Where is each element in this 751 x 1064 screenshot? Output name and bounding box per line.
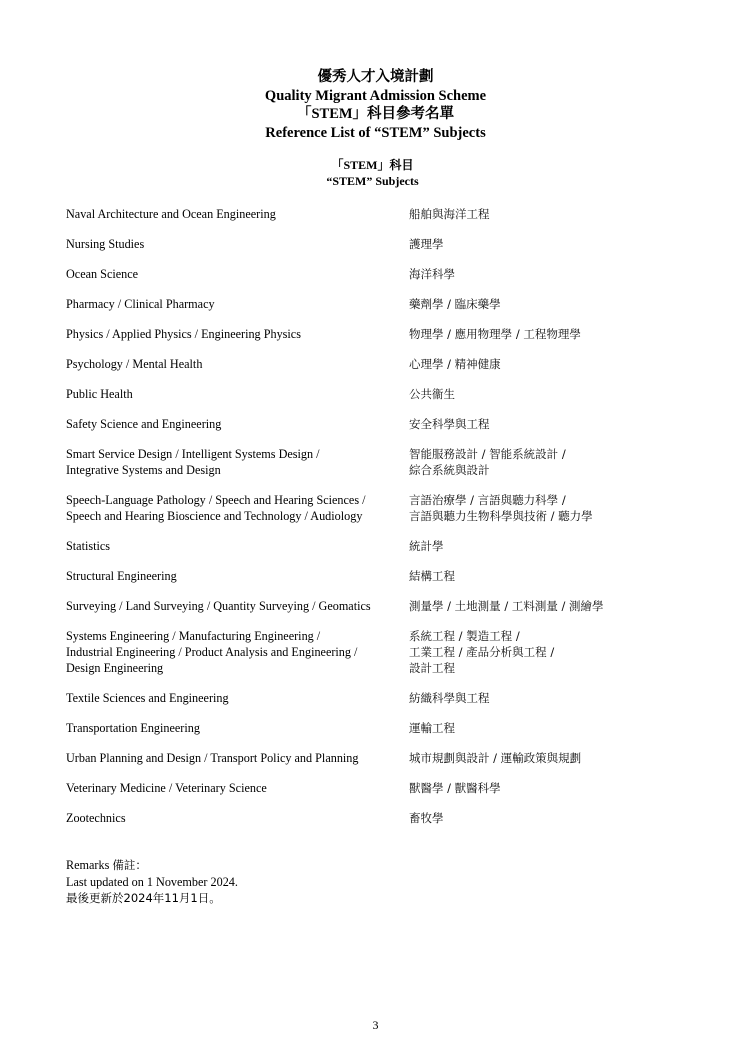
subject-name-zh: 藥劑學 / 臨床藥學 [409, 297, 501, 311]
subject-row [66, 356, 686, 372]
subject-name-zh: 公共衞生 [409, 387, 455, 401]
subject-row [66, 780, 686, 796]
subject-name-en: Urban Planning and Design / Transport Policy and Planning [66, 751, 359, 765]
subject-name-zh: 心理學 / 精神健康 [409, 357, 501, 371]
section-title-en: “STEM” Subjects [326, 173, 419, 188]
section-title-zh: 「STEM」科目 [331, 158, 414, 172]
subject-name-en: Nursing Studies [66, 237, 145, 251]
subject-row [66, 236, 686, 252]
remarks [66, 857, 238, 907]
updated-en: Last updated on 1 November 2024. [66, 874, 238, 889]
subject-name-en: Statistics [66, 539, 111, 553]
subject-row [66, 326, 686, 342]
subject-row [66, 810, 686, 826]
subject-name-zh: 護理學 [409, 237, 444, 251]
subject-name-zh: 運輸工程 [409, 721, 455, 735]
subject-name-en: Physics / Applied Physics / Engineering Physics [66, 327, 301, 341]
subject-row [66, 628, 686, 676]
subject-name-zh: 智能服務設計 / 智能系統設計 / 綜合系統與設計 [409, 447, 566, 477]
subject-row [66, 538, 686, 554]
subject-name-en: Naval Architecture and Ocean Engineering [66, 207, 276, 221]
subject-name-zh: 城市規劃與設計 / 運輸政策與規劃 [409, 751, 582, 765]
subject-row [66, 206, 686, 222]
subject-name-zh: 結構工程 [409, 569, 455, 583]
subject-name-en: Veterinary Medicine / Veterinary Science [66, 781, 267, 795]
subject-name-en: Textile Sciences and Engineering [66, 691, 229, 705]
section-header [0, 158, 745, 189]
subject-row [66, 386, 686, 402]
document-header [0, 68, 751, 142]
subject-name-en: Surveying / Land Surveying / Quantity Surveying / Geomatics [66, 599, 371, 613]
subject-name-zh: 安全科學與工程 [409, 417, 490, 431]
subject-name-en: Public Health [66, 387, 133, 401]
subject-row [66, 492, 686, 524]
subject-name-en: Speech-Language Pathology / Speech and Hearing Sciences / Speech and Hearing Bioscience and Technology / Audiology [66, 493, 366, 523]
updated-zh: 最後更新於2024年11月1日。 [66, 891, 221, 905]
remarks-label-line [66, 857, 238, 874]
subject-name-en: Psychology / Mental Health [66, 357, 203, 371]
subject-name-en: Transportation Engineering [66, 721, 200, 735]
subject-name-zh: 言語治療學 / 言語與聽力科學 / 言語與聽力生物科學與技術 / 聽力學 [409, 493, 593, 523]
remarks-label-zh: 備註： [112, 858, 147, 872]
subject-name-en: Ocean Science [66, 267, 139, 281]
subject-name-zh: 船舶與海洋工程 [409, 207, 490, 221]
subject-row [66, 750, 686, 766]
subject-name-en: Structural Engineering [66, 569, 177, 583]
subject-row [66, 266, 686, 282]
subject-row [66, 598, 686, 614]
subject-name-en: Systems Engineering / Manufacturing Engineering / Industrial Engineering / Product Analysis and Engineering / Design Engineering [66, 629, 358, 675]
list-title-zh: 「STEM」科目參考名單 [296, 106, 455, 122]
subject-list [66, 206, 686, 840]
subject-name-zh: 海洋科學 [409, 267, 455, 281]
subject-row [66, 690, 686, 706]
subject-row [66, 568, 686, 584]
subject-name-zh: 系統工程 / 製造工程 / 工業工程 / 產品分析與工程 / 設計工程 [409, 629, 555, 675]
subject-row [66, 720, 686, 736]
subject-name-en: Smart Service Design / Intelligent Systems Design / Integrative Systems and Design [66, 447, 320, 477]
subject-row [66, 416, 686, 432]
subject-name-en: Safety Science and Engineering [66, 417, 222, 431]
subject-name-zh: 畜牧學 [409, 811, 444, 825]
subject-row [66, 446, 686, 478]
subject-name-zh: 獸醫學 / 獸醫科學 [409, 781, 501, 795]
subject-name-en: Pharmacy / Clinical Pharmacy [66, 297, 215, 311]
title-zh: 優秀人才入境計劃 [317, 69, 434, 85]
remarks-label: Remarks [66, 858, 110, 872]
list-title-en: Reference List of “STEM” Subjects [265, 124, 486, 141]
subject-row [66, 296, 686, 312]
subject-name-en: Zootechnics [66, 811, 126, 825]
subject-name-zh: 物理學 / 應用物理學 / 工程物理學 [409, 327, 581, 341]
subject-name-zh: 統計學 [409, 539, 444, 553]
subject-name-zh: 測量學 / 土地測量 / 工料測量 / 測繪學 [409, 599, 604, 613]
subject-name-zh: 紡織科學與工程 [409, 691, 490, 705]
page-number: 3 [372, 1018, 379, 1032]
title-en: Quality Migrant Admission Scheme [264, 87, 487, 104]
